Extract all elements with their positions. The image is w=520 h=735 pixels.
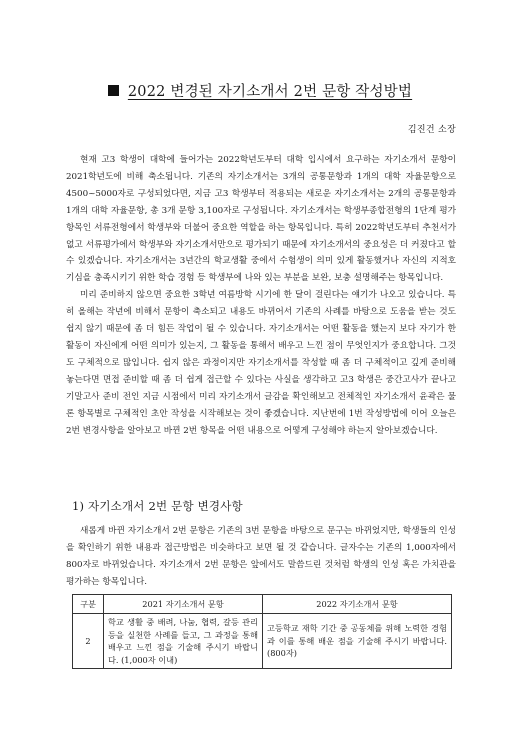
title-block xyxy=(0,80,520,101)
comparison-table xyxy=(72,594,452,669)
author: 김진건 소장 xyxy=(407,125,456,135)
table-header-row xyxy=(73,595,452,614)
table-header: 구분 xyxy=(73,595,104,614)
square-bullet-icon xyxy=(108,85,119,96)
section-heading: 1) 자기소개서 2번 문항 변경사항 xyxy=(72,499,243,513)
table-cell-2022: 고등학교 재학 기간 중 공동체를 위해 노력한 경험과 이를 통해 배운 점을 기술해 주시기 바랍니다.(800자) xyxy=(263,614,452,669)
table-header: 2022 자기소개서 문항 xyxy=(263,595,452,614)
page-title xyxy=(108,80,412,101)
table-cell-2021: 학교 생활 중 배려, 나눔, 협력, 갈등 관리 등을 실천한 사례를 들고, 그 과정을 통해 배우고 느낀 점을 기술해 주시기 바랍니다. (1,000자 이내) xyxy=(104,614,263,669)
page-title-text: 2022 변경된 자기소개서 2번 문항 작성방법 xyxy=(127,84,413,100)
paragraph: 새롭게 바뀐 자기소개서 2번 문항은 기존의 3번 문항을 바탕으로 문구는 바뀌었지만, 학생들의 인성을 확인하기 위한 내용과 접근방법은 비슷하다고 보면 될 것 같습니다. 글자수는 기존의 1,000자에서 800자로 바뀌었습니다. 자기소개서 2번 문항은 앞에서도 말씀드린 것처럼 학생의 인성 혹은 가치관을 평가하는 항목입니다. xyxy=(66,526,456,587)
table-header: 2021 자기소개서 문항 xyxy=(104,595,263,614)
intro-body xyxy=(66,152,456,439)
table-row xyxy=(73,614,452,669)
paragraph: 미리 준비하지 않으면 중요한 3학년 여름방학 시기에 한 달이 걸린다는 얘기가 나오고 있습니다. 특히 올해는 작년에 비해서 문항이 축소되고 내용도 바뀌어서 기존의 사례를 바탕으로 도움을 받는 것도 쉽지 않기 때문에 좀 더 힘든 작업이 될 수 있습니다. 자기소개서는 어떤 활동을 했는지 보다 자기가 한 활동이 자신에게 어떤 의미가 있는지, 그 활동을 통해서 배우고 느낀 점이 무엇인지가 중요합니다. 그것도 구체적으로 많입니다. 쉽지 않은 과정이지만 자기소개서를 작성할 때 좀 더 구체적이고 깊게 준비해 놓는다면 면접 준비할 때 좀 더 쉽게 접근할 수 있다는 사실을 생각하고 고3 학생은 중간고사가 끝나고 기말고사 준비 전인 지금 시점에서 미리 자기소개서 글감을 확인해보고 전체적인 자기소개서 윤곽은 물론 항목별로 구체적인 초안 작성을 시작해보는 것이 좋겠습니다. 지난번에 1번 작성방법에 이어 오늘은 2번 변경사항을 알아보고 바뀐 2번 항목을 어떤 내용으로 어떻게 구성해야 하는지 알아보겠습니다. xyxy=(66,290,456,436)
paragraph: 현재 고3 학생이 대학에 들어가는 2022학년도부터 대학 입시에서 요구하는 자기소개서 문항이 2021학년도에 비해 축소됩니다. 기존의 자기소개서는 3개의 공통문항과 1개의 대학 자율문항으로 4500~5000자로 구성되었다면, 지금 고3 학생부터 적용되는 새로운 자기소개서는 2개의 공통문항과 1개의 대학 자율문항, 총 3개 문항 3,100자로 구성됩니다. 자기소개서는 학생부종합전형의 1단계 평가 항목인 서류전형에서 학생부와 더불어 중요한 역할을 하는 항목입니다. 특히 2022학년도부터 추천서가 없고 서류평가에서 학생부와 자기소개서만으로 평가되기 때문에 자기소개서의 중요성은 더 커졌다고 할 수 있겠습니다. 자기소개서는 3년간의 학교생활 중에서 수험생이 의미 있게 활동했거나 자신의 지적호기심을 충족시키기 위한 학습 경험 등 학생부에 나와 있는 부분을 보완, 보충 설명해주는 항목입니다. xyxy=(66,155,456,284)
section-body xyxy=(66,523,456,591)
table-cell-num: 2 xyxy=(73,614,104,669)
